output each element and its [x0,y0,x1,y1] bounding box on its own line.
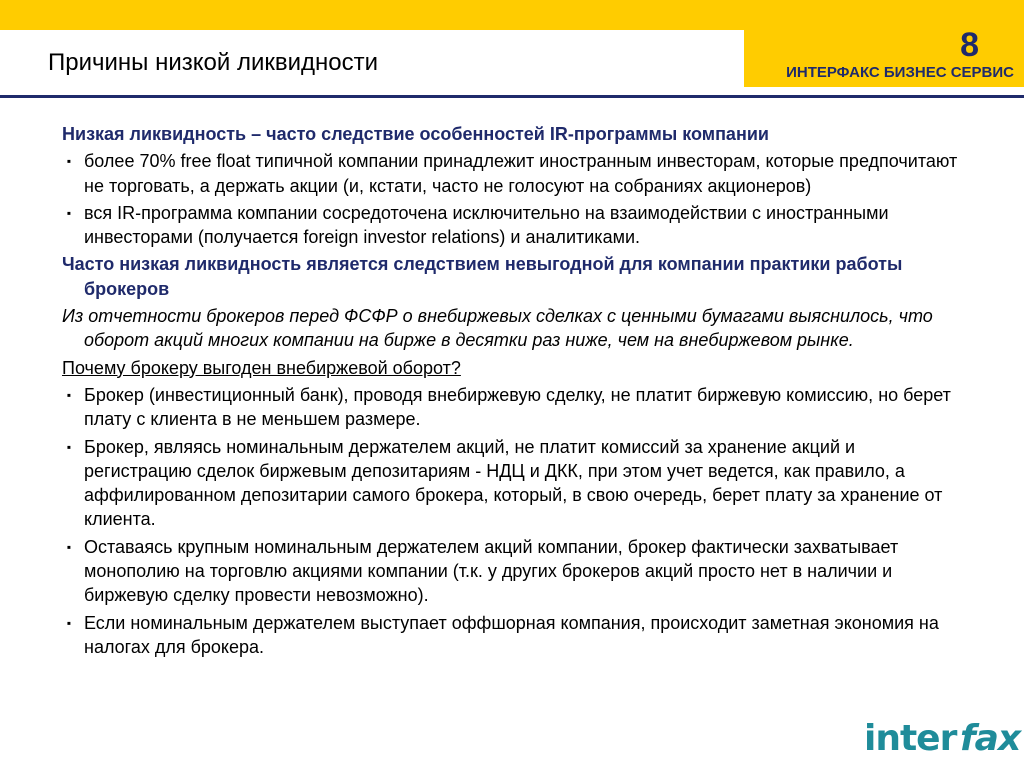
list-item [62,611,967,660]
list-item [62,435,967,532]
slide-content [62,122,967,662]
page-title: Причины низкой ликвидности [48,49,379,76]
section-heading-brokers: Часто низкая ликвидность является следствием невыгодной для компании практики работы брокеров [62,254,903,299]
list-item [62,535,967,608]
list-item-text: Брокер, являясь номинальным держателем акций, не платит комиссий за хранение акций и регистрацию сделок биржевым депозитариям - НДЦ и ДКК, при этом учет ведется, как правило, а аффилированном депозитарии самого брокера, который, в свою очередь, берет плату за хранение от клиента. [84,436,943,530]
list-item [62,149,967,198]
header-divider [0,95,1024,98]
question-line [62,356,967,380]
logo-text-fax: fax [960,718,1021,759]
interfax-logo [864,718,1021,762]
bullet-icon: ▪ [66,387,72,402]
bullet-icon: ▪ [66,615,72,630]
list-item-text: Брокер (инвестиционный банк), проводя внебиржевую сделку, не платит биржевую комиссию, но берет плату с клиента в не меньшем размере. [84,384,951,430]
question-text: Почему брокеру выгоден внебиржевой оборот? [62,357,461,378]
list-item-text: Если номинальным держателем выступает оффшорная компания, происходит заметная экономия на налогах для брокера. [84,612,939,657]
slide-number: 8 [960,26,979,64]
list-item-text: более 70% free float типичной компании принадлежит иностранным инвесторам, которые предпочитают не торговать, а держать акции (и, кстати, часто не голосуют на собраниях акционеров) [84,151,958,196]
list-item-text: вся IR-программа компании сосредоточена исключительно на взаимодействии с иностранными инвесторами (получается foreign investor relations) и аналитиками. [84,202,889,248]
italic-note: Из отчетности брокеров перед ФСФР о внебиржевых сделках с ценными бумагами выяснилось, что оборот акций многих компании на бирже в десятки раз ниже, чем на внебиржевом рынке. [62,306,933,351]
list-item-text: Оставаясь крупным номинальным держателем акций компании, брокер фактически захватывает монополию на торговлю акциями компании (т.к. у других брокеров акций просто нет в наличии и биржевую сделку провести невозможно). [84,536,899,606]
brand-box [744,0,1024,87]
section-heading-ir: Низкая ликвидность – часто следствие особенностей IR-программы компании [62,124,769,144]
logo-text-inter: inter [864,718,957,759]
list-item [62,201,967,250]
list-item [62,383,967,432]
brand-name: ИНТЕРФАКС БИЗНЕС СЕРВИС [786,64,1014,81]
bullet-icon: ▪ [66,154,72,169]
bullet-icon: ▪ [66,539,72,554]
bullet-icon: ▪ [66,205,72,220]
bullet-icon: ▪ [66,439,72,454]
